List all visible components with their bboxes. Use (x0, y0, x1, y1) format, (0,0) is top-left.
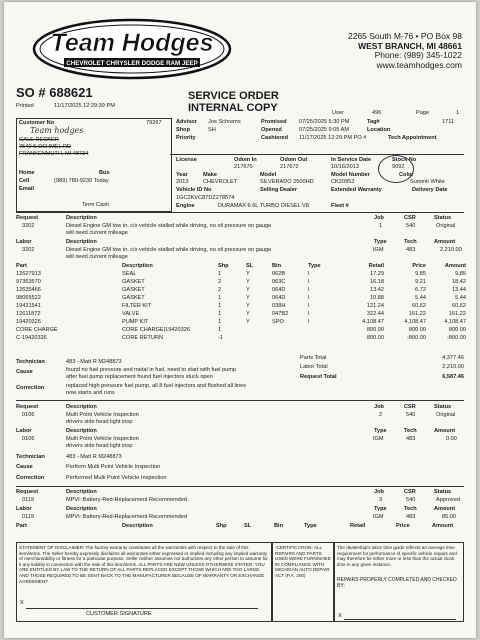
dealer-address (348, 32, 462, 70)
location-label: Location (367, 127, 391, 133)
cause-line: found no fuel pressure and metal in fuel, need to start with fuel pump (66, 367, 237, 373)
part-description-cell: CORE RETURN (122, 335, 164, 341)
description-label: Description (66, 239, 97, 245)
part-shp-cell: 1 (218, 311, 222, 317)
amount-label: Amount (434, 428, 456, 434)
part-amount-cell: 9.85 (455, 271, 466, 277)
labor-label: Labor (16, 428, 32, 434)
part-sl-cell: Y (246, 295, 250, 301)
cashiered-label: Cashiered (261, 135, 289, 141)
status-label: Status (434, 215, 452, 221)
odom-out-label: Odom Out (280, 157, 308, 163)
description-label: Description (66, 428, 97, 434)
customer-signature-label: CUSTOMER SIGNATURE (86, 611, 152, 617)
part-price-cell: -800.00 (407, 335, 426, 341)
part-bin-cell: 038H (272, 303, 286, 309)
disclaimer-text: STATEMENT OF DISCLAIMER: The factory warranty constitutes all the warranties with respect to the sale of this item/items. The Seller hereby expressly disclaims all warranties either expressed or implied including any implied warranty of merchantability or fitness for a particular purpose. Seller neither assumes nor authorizes any other person to assume for it any liability in connection with the sale of this item/items. ALL PARTS ARE NEW UNLESS OTHERWISE STATED. YOU ARE ENTITLED BY LAW TO THE RETURN OF ALL PARTS REPLACED EXCEPT THOSE WHICH ARE TOO LARGE, AND THOSE REQUIRED TO BE SENT BACK TO THE MANUFACTURER BECAUSE OF WARRANTY OR EXCHANGE AGREEMENT (19, 545, 268, 584)
disclaimer-box (16, 542, 272, 622)
engine-value: DURAMAX 6.6L TURBO DIESEL V8 (218, 203, 309, 209)
labor-guide-box (334, 542, 464, 622)
address-line: Phone: (989) 345-1022 (374, 50, 462, 61)
csr-label: CSR (404, 215, 416, 221)
labor-tech: 483 (406, 514, 416, 520)
request-label: Request (16, 489, 39, 495)
status-label: Status (434, 489, 452, 495)
part-sl-cell: Y (246, 271, 250, 277)
amount-label: Amount (434, 239, 456, 245)
fleet-label: Fleet # (331, 203, 349, 209)
labor-type: IGM (373, 436, 384, 442)
part-sl-cell: Y (246, 287, 250, 293)
part-bin-cell: 064D (272, 287, 286, 293)
promised-value: 07/25/2025 5:30 PM (299, 119, 350, 125)
technician-label: Technician (16, 454, 45, 460)
cell-value: (989) 780-9230 Today (54, 178, 109, 184)
part-shp-cell: 1 (218, 303, 222, 309)
status-value: Approved (436, 497, 460, 503)
model-value: SILVERADO 2500HD (260, 179, 314, 185)
tech-label: Tech (404, 428, 417, 434)
part-description-cell: GASKET (122, 287, 145, 293)
part-price-cell: 60.62 (412, 303, 426, 309)
delivery-date-label: Delivery Date (412, 187, 448, 193)
in-service-value: 10/16/2013 (331, 164, 359, 170)
part-shp-cell: 1 (218, 295, 222, 301)
part-type-cell: I (308, 279, 310, 285)
request-total-label: Request Total (300, 374, 337, 380)
cause-label: Cause (16, 464, 33, 470)
part-col-header: Part (16, 263, 27, 269)
title-line: SERVICE ORDER (188, 90, 279, 102)
type-col-header: Type (304, 523, 317, 529)
part-description-cell: GASKET (122, 279, 145, 285)
part-amount-cell: 161.22 (448, 311, 466, 317)
part-part-cell: 19420326 (16, 319, 41, 325)
part-retail-cell: 121.24 (366, 303, 384, 309)
cause-label: Cause (16, 369, 33, 375)
service-order-page (4, 2, 476, 638)
hand-drawn-circle (378, 155, 417, 183)
labor-desc-line: will need current mileage (66, 254, 128, 260)
labor-desc-line: Multi Point Vehicle Inspection (66, 436, 139, 442)
part-bin-cell: SPO (272, 319, 284, 325)
divider (16, 486, 464, 487)
job-number: 2 (379, 412, 383, 418)
model-label: Model (260, 172, 277, 178)
customer-number: 79267 (146, 120, 162, 126)
checked-by-line (344, 619, 456, 620)
part-amount-cell: 5.44 (455, 295, 466, 301)
customer-line: 7540 S DEHMEL RD (19, 144, 72, 150)
address-line: 2265 South M-76 • PO Box 98 (347, 31, 462, 41)
part-retail-cell: 17.29 (370, 271, 384, 277)
description-col-header: Description (122, 263, 153, 269)
type-label: Type (374, 239, 387, 245)
shp-col-header: Shp (216, 523, 227, 529)
part-retail-cell: 322.44 (366, 311, 384, 317)
part-description-cell: FILTER KIT (122, 303, 152, 309)
labor-tech: 483 (406, 436, 416, 442)
odom-in-value: 217670 (234, 164, 253, 170)
correction-line: now starts and runs (66, 390, 115, 396)
description-label: Description (66, 489, 97, 495)
vid-label: Vehicle ID No (176, 187, 212, 193)
cashiered-value: 11/17/2025 12:29 PM PO # (299, 135, 367, 141)
price-col-header: Price (396, 523, 410, 529)
part-part-cell: 97363570 (16, 279, 41, 285)
email-label: Email (19, 186, 34, 192)
part-part-cell: 12635466 (16, 287, 41, 293)
address-line: www.teamhodges.com (376, 59, 462, 70)
part-description-cell: CORE CHARGE|19420326 (122, 327, 190, 333)
customer-line: GALE DECKER (19, 137, 59, 143)
request-code: 3202 (22, 223, 35, 229)
term-cash: Term Cash (82, 202, 110, 208)
labor-type: IGM (373, 514, 384, 520)
divider (16, 212, 464, 213)
shop-label: Shop (176, 127, 190, 133)
correction-line: Performed Multi Point Vehicle Inspection (66, 475, 167, 481)
year-value: 2013 (176, 179, 189, 185)
part-type-cell: I (308, 303, 310, 309)
part-sl-cell: Y (246, 319, 250, 325)
csr-label: CSR (404, 489, 416, 495)
promised-label: Promised (261, 119, 287, 125)
part-description-cell: PUMP KIT (122, 319, 149, 325)
csr-value: 540 (406, 412, 416, 418)
request-desc-line: MPVI: Battery-Red-Replacement Recommended (66, 497, 187, 503)
stock-label: Stock No (392, 157, 417, 163)
part-retail-cell: 4,108.47 (362, 319, 384, 325)
parts-total-value: 4,377.46 (442, 355, 464, 361)
technician-label: Technician (16, 359, 45, 365)
part-part-cell: 12627913 (16, 271, 41, 277)
page-label: Page (416, 110, 430, 116)
year-label: Year (176, 172, 188, 178)
price-col-header: Price (412, 263, 426, 269)
correction-label: Correction (16, 385, 45, 391)
amount-label: Amount (434, 506, 456, 512)
divider (170, 154, 464, 155)
labor-amount: 2,210.00 (440, 247, 462, 253)
engine-label: Engine (176, 203, 195, 209)
technician-value: 483 - Matt R M248873 (66, 359, 122, 365)
part-amount-cell: -800.00 (447, 335, 466, 341)
selling-dealer-label: Selling Dealer (260, 187, 297, 193)
advisor-label: Advisor (176, 119, 197, 125)
part-shp-cell: 2 (218, 279, 222, 285)
description-col-header: Description (122, 523, 153, 529)
svg-text:Team Hodges: Team Hodges (50, 29, 214, 57)
part-price-cell: 6.72 (415, 287, 426, 293)
priority-label: Priority (176, 135, 196, 141)
cause-line: Perform Multi Point Vehicle Inspection (66, 464, 161, 470)
printed-label: Printed (16, 103, 34, 109)
labor-tech: 483 (406, 247, 416, 253)
part-sl-cell: Y (246, 279, 250, 285)
labor-guide-text: The dealership's labor time guide reflects an average time requirement for performance of specific vehicle repairs and may therefore be either more or less than the actual clock time in any given instance. (337, 545, 457, 567)
model-number-value: CK20953 (331, 179, 355, 185)
parts-total-label: Parts Total (300, 355, 327, 361)
part-price-cell: 800.00 (408, 327, 426, 333)
part-retail-cell: 10.88 (370, 295, 384, 301)
tech-label: Tech (404, 239, 417, 245)
labor-desc-line: MPVI: Battery-Red-Replacement Recommended (66, 514, 187, 520)
labor-total-label: Labor Total (300, 364, 328, 370)
part-sl-cell: Y (246, 303, 250, 309)
csr-value: 540 (406, 497, 416, 503)
home-label: Home (19, 170, 35, 176)
tech-label: Tech (404, 506, 417, 512)
labor-label: Labor (16, 239, 32, 245)
svg-text:CHEVROLET CHRYSLER DODGE RAM J: CHEVROLET CHRYSLER DODGE RAM JEEP (66, 60, 198, 67)
part-retail-cell: 13.42 (370, 287, 384, 293)
color-value: Summit White (410, 179, 445, 185)
labor-amount: 0.00 (446, 436, 457, 442)
labor-code: 0119 (22, 514, 35, 520)
make-value: CHEVROLET (203, 179, 238, 185)
part-shp-cell: -1 (218, 335, 223, 341)
document-title (188, 90, 279, 114)
job-label: Job (374, 489, 384, 495)
part-price-cell: 9.85 (415, 271, 426, 277)
bin-col-header: Bin (274, 523, 284, 529)
request-code: 0106 (22, 412, 35, 418)
part-type-cell: I (308, 295, 310, 301)
part-shp-cell: 1 (218, 327, 222, 333)
description-label: Description (66, 506, 97, 512)
part-shp-cell: 1 (218, 271, 222, 277)
shop-value: SH (208, 127, 216, 133)
type-label: Type (374, 506, 387, 512)
odom-out-value: 217672 (280, 164, 299, 170)
labor-type: IGM (373, 247, 384, 253)
job-number: 3 (379, 497, 383, 503)
part-amount-cell: 800.00 (448, 327, 466, 333)
request-label: Request (16, 404, 39, 410)
part-price-cell: 5.44 (415, 295, 426, 301)
advisor-value: Joe Schrems (208, 119, 241, 125)
part-price-cell: 4,108.47 (404, 319, 426, 325)
part-retail-cell: 800.00 (366, 327, 384, 333)
tag-value: 1711 (442, 119, 455, 125)
labor-label: Labor (16, 506, 32, 512)
part-type-cell: I (308, 271, 310, 277)
signature-x: X (20, 600, 24, 606)
csr-value: 540 (406, 223, 416, 229)
sl-col-header: SL (246, 263, 254, 269)
part-part-cell: 98065522 (16, 295, 41, 301)
part-description-cell: VALVE (122, 311, 140, 317)
sl-col-header: SL (244, 523, 252, 529)
job-label: Job (374, 215, 384, 221)
in-service-label: In Service Date (331, 157, 372, 163)
make-label: Make (203, 172, 217, 178)
checked-by-x: X (338, 613, 342, 619)
technician-value: 483 - Matt R M248873 (66, 454, 122, 460)
csr-label: CSR (404, 404, 416, 410)
correction-line: replaced high pressure fuel pump, all 8 fuel injectors and flushed all lines (66, 383, 247, 389)
part-part-cell: CORE CHARGE (16, 327, 58, 333)
part-col-header: Part (16, 523, 27, 529)
bin-col-header: Bin (272, 263, 282, 269)
license-label: License (176, 157, 197, 163)
labor-amount: 85.00 (442, 514, 456, 520)
amount-col-header: Amount (444, 263, 466, 269)
part-part-cell: 12611872 (16, 311, 41, 317)
stock-value: 9092 (392, 164, 405, 170)
part-price-cell: 161.22 (408, 311, 426, 317)
part-retail-cell: 16.18 (370, 279, 384, 285)
request-desc-line: Diesel Engine GM tow in. c/s vehicle stalled while driving, no oil pressure on gauge (66, 223, 272, 229)
part-type-cell: I (308, 319, 310, 325)
description-label: Description (66, 215, 97, 221)
customer-line: FRANKENMUTH, MI 48734 (19, 151, 89, 157)
request-desc-line: Multi Point Vehicle Inspection (66, 412, 139, 418)
labor-code: 0106 (22, 436, 35, 442)
user-value: 496 (372, 110, 382, 116)
opened-value: 07/25/2025 9:05 AM (299, 127, 350, 133)
labor-total-value: 2,210.00 (442, 364, 464, 370)
part-amount-cell: 4,108.47 (444, 319, 466, 325)
user-label: User (332, 110, 344, 116)
part-bin-cell: 062B (272, 271, 286, 277)
type-label: Type (374, 428, 387, 434)
part-type-cell: I (308, 287, 310, 293)
part-retail-cell: 800.00 (366, 335, 384, 341)
odom-in-label: Odom In (234, 157, 257, 163)
color-label: Color (399, 172, 414, 178)
address-line: WEST BRANCH, MI 48661 (358, 40, 462, 51)
request-total-value: 6,587.46 (442, 374, 464, 380)
part-shp-cell: 1 (218, 319, 222, 325)
job-label: Job (374, 404, 384, 410)
part-price-cell: 9.21 (415, 279, 426, 285)
so-number: SO # 688621 (16, 85, 93, 100)
part-bin-cell: 064D (272, 295, 286, 301)
correction-label: Correction (16, 475, 45, 481)
handwritten-customer: Team hodges (30, 126, 84, 135)
part-part-cell: 19431541 (16, 303, 41, 309)
retail-col-header: Retail (350, 523, 366, 529)
part-description-cell: SEAL (122, 271, 137, 277)
opened-label: Opened (261, 127, 282, 133)
divider (16, 400, 464, 401)
part-shp-cell: 2 (218, 287, 222, 293)
part-part-cell: C-19420326 (16, 335, 47, 341)
labor-desc-line: Diesel Engine GM tow in. c/s vehicle stalled while driving, no oil pressure on gauge (66, 247, 272, 253)
page-value: 1 (456, 110, 460, 116)
repairs-checked-text: REPAIRS PROPERLY COMPLETED AND CHECKED BY: (337, 577, 457, 590)
request-label: Request (16, 215, 39, 221)
tag-label: Tag# (367, 119, 380, 125)
printed-value: 11/17/2025 12:29:39 PM (54, 103, 115, 109)
part-sl-cell: Y (246, 311, 250, 317)
status-label: Status (434, 404, 452, 410)
amount-col-header: Amount (432, 523, 454, 529)
extended-warranty-label: Extended Warranty (331, 187, 382, 193)
request-code: 0119 (22, 497, 35, 503)
request-desc-line: drivers side head light inop (66, 419, 133, 425)
cell-label: Cell (19, 178, 30, 184)
customer-label: Customer No (19, 120, 55, 126)
part-description-cell: GASKET (122, 295, 145, 301)
title-line: INTERNAL COPY (188, 102, 278, 114)
model-number-label: Model Number (331, 172, 370, 178)
team-hodges-logo (32, 18, 232, 80)
bus-label: Bus (99, 170, 110, 176)
part-amount-cell: 13.44 (452, 287, 466, 293)
status-value: Original (436, 223, 456, 229)
retail-col-header: Retail (368, 263, 384, 269)
shp-col-header: Shp (218, 263, 229, 269)
tech-appointment-label: Tech Appointment (388, 135, 437, 141)
certification-box (272, 542, 334, 622)
type-col-header: Type (308, 263, 321, 269)
cause-line: after fuel pump replacement found fuel injectors stuck open (66, 374, 213, 380)
description-label: Description (66, 404, 97, 410)
job-number: 1 (379, 223, 383, 229)
status-value: Original (436, 412, 456, 418)
request-desc-line: will need current mileage (66, 230, 128, 236)
part-bin-cell: 063C (272, 279, 286, 285)
vid-value: 1GC2KVC87DZ278574 (176, 195, 235, 201)
part-amount-cell: 60.62 (452, 303, 466, 309)
part-amount-cell: 18.42 (452, 279, 466, 285)
labor-code: 3202 (22, 247, 35, 253)
certification-text: -CERTIFICATION- ALL REPAIRS AND PARTS USED WERE FURNISHED IN COMPLIANCE WITH MICHIGAN AUTO REPAIR ACT (P.A. 300) (275, 545, 331, 578)
labor-desc-line: drivers side head light inop (66, 443, 133, 449)
signature-line (26, 608, 258, 609)
part-bin-cell: 047B2 (272, 311, 289, 317)
part-type-cell: I (308, 311, 310, 317)
